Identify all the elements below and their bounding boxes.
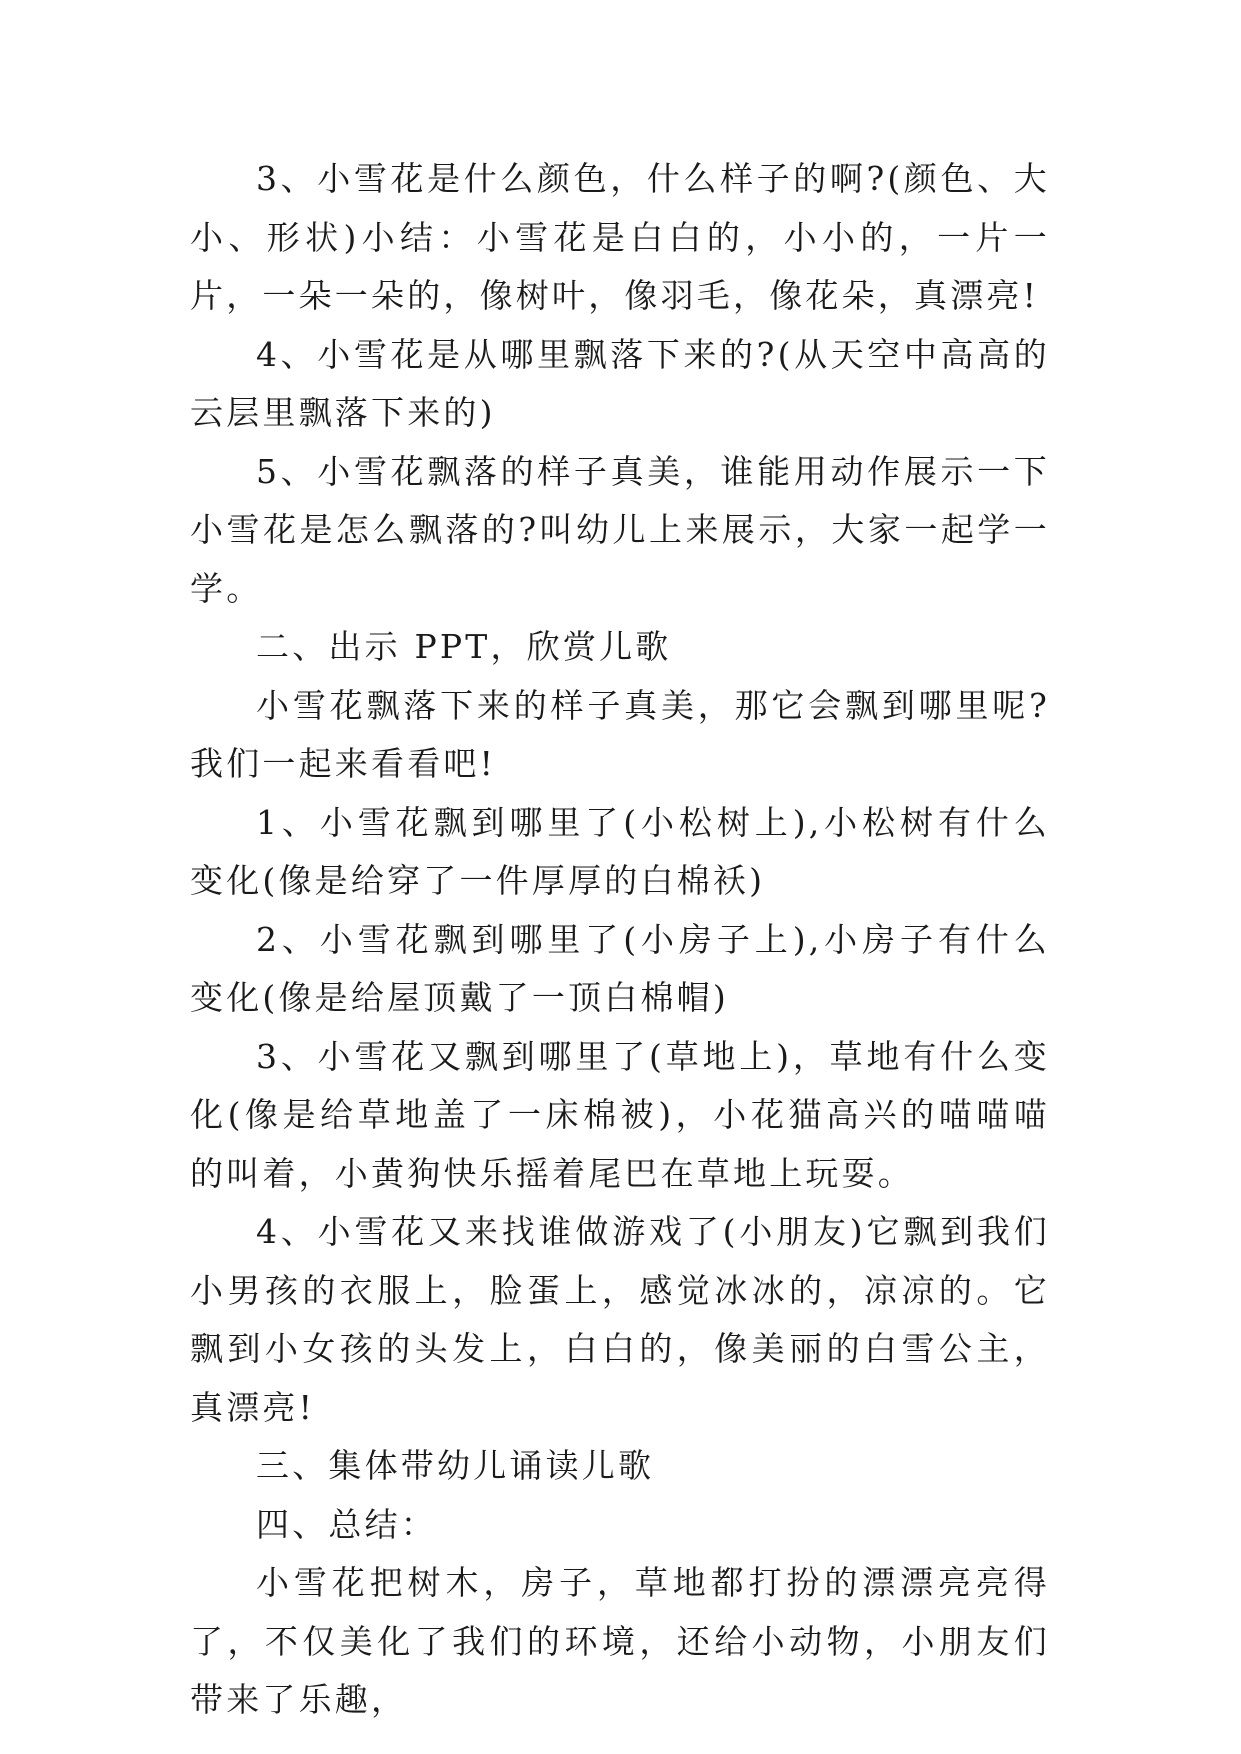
document-page [190,150,1050,1730]
section-heading-4: 四、总结： [256,1504,437,1544]
paragraph-q3-color-shape: 3、小雪花是什么颜色，什么样子的啊?(颜色、大小、形状)小结：小雪花是白白的，小小的，一片一片，一朵一朵的，像树叶，像羽毛，像花朵，真漂亮! [190,159,1050,315]
paragraph-item-4: 4、小雪花又来找谁做游戏了(小朋友)它飘到我们小男孩的衣服上，脸蛋上，感觉冰冰的，凉凉的。它飘到小女孩的头发上，白白的，像美丽的白雪公主，真漂亮! [190,1212,1050,1427]
paragraph-q4-where-from: 4、小雪花是从哪里飘落下来的?(从天空中高高的云层里飘落下来的) [190,334,1050,432]
paragraph-intro: 小雪花飘落下来的样子真美，那它会飘到哪里呢?我们一起来看看吧! [190,685,1050,783]
paragraph-item-2: 2、小雪花飘到哪里了(小房子上),小房子有什么变化(像是给屋顶戴了一顶白棉帽) [190,919,1050,1017]
paragraph-summary: 小雪花把树木，房子，草地都打扮的漂漂亮亮得了，不仅美化了我们的环境，还给小动物，小朋友们带来了乐趣， [190,1563,1050,1719]
paragraph-item-1: 1、小雪花飘到哪里了(小松树上),小松树有什么变化(像是给穿了一件厚厚的白棉袄) [190,802,1050,900]
paragraph-q5-action: 5、小雪花飘落的样子真美，谁能用动作展示一下小雪花是怎么飘落的?叫幼儿上来展示，大家一起学一学。 [190,451,1050,608]
section-heading-3: 三、集体带幼儿诵读儿歌 [256,1446,655,1485]
section-heading-2: 二、出示 PPT，欣赏儿歌 [256,627,672,666]
paragraph-item-3: 3、小雪花又飘到哪里了(草地上)，草地有什么变化(像是给草地盖了一床棉被)，小花猫高兴的喵喵喵的叫着，小黄狗快乐摇着尾巴在草地上玩耍。 [190,1036,1050,1193]
